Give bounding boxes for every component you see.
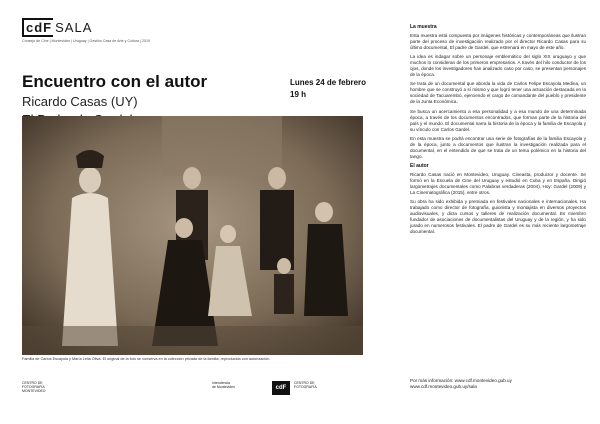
footer-info xyxy=(410,378,512,390)
logo-sala: SALA xyxy=(55,20,93,35)
left-column xyxy=(22,20,382,414)
muestra-paragraph-2: La idea es indagar sobre un personaje emblemático del siglo XIX uruguayo y que muchos lo consideran de los primeros empresarios. A través del hilo conductor de los ojos, donde los investigadores han analizado caso por caso, se presentan personajes de la época. xyxy=(410,54,586,78)
sponsor-logos xyxy=(22,381,363,399)
sponsor-cfm-line2: FOTOGRAFÍA xyxy=(22,385,45,390)
sponsor-cdf xyxy=(294,381,317,389)
sponsor-cdf-line1: CENTRO DE xyxy=(294,381,315,385)
event-title: Encuentro con el autor xyxy=(22,72,208,91)
section-el-autor-heading: El autor xyxy=(410,162,429,169)
muestra-paragraph-4: Se busca un acercamiento a esa personalidad y a esa mundo de una determinada época, a través de los documentos encontrados, que forman parte de la historia del país y el mundo. El documental narra la historia de la época y la familia de Escayola y su vínculo con Carlos Gardel. xyxy=(410,108,586,132)
footer-line-2: www.cdf.montevideo.gub.uy/sala xyxy=(410,384,477,389)
section-la-muestra-heading: La muestra xyxy=(410,24,437,30)
sponsor-cfm xyxy=(22,381,46,394)
muestra-paragraph-1: Esta muestra está compuesta por imágenes históricas y contemporáneas que ilustran parte del proceso de investigación realizado por el director Ricardo Casas para su último documental, El padre de Gardel, que estrenará en mayo de este año. xyxy=(410,33,586,51)
sponsor-intendencia xyxy=(212,381,235,389)
autor-paragraph-1: Ricardo Casas nació en Montevideo, Uruguay. Cineasta, productor y docente. Se formó en la Escuela de Cine del Uruguay y estudió en Cuba y en España. Dirigió largometrajes documentales como Palabras verdaderas (2004), Hoy: Gardel (2009) y La Cinematográfica (2015), entre otros. xyxy=(410,171,586,196)
meta-line: Consejo de Cine | Montevideo | Uruguay | Gestión Casa de Arte y Cultura | 2019 xyxy=(22,39,150,43)
muestra-paragraph-3: Se trata de un documental que aborda la vida de Carlos Felipe Escayola Medina, un hombre que se construyó a sí mismo y que logró tener una actuación destacada en la sociedad de Tacuarembó, ejerciendo el cargo de comandante del pueblo y presidente de la Junta Económica. xyxy=(410,81,586,105)
logo-cdf: cdF xyxy=(22,18,53,37)
sponsor-cdf-box: cdF xyxy=(272,381,290,395)
sponsor-intendencia-line1: Intendencia xyxy=(212,381,231,385)
right-column xyxy=(410,24,586,414)
sponsor-cfm-line1: CENTRO DE xyxy=(22,381,43,385)
sponsor-cfm-line3: MONTEVIDEO xyxy=(22,389,46,394)
sponsor-cdf-line2: FOTOGRAFÍA xyxy=(294,385,317,390)
event-time: 19 h xyxy=(290,90,307,99)
footer-line-1: Por más información: www.cdf.montevideo.gub.uy xyxy=(410,378,512,383)
autor-paragraph-2: Su obra ha sido exhibida y premiada en festivales nacionales e internacionales. Ha trabajado como director de fotografía, guionista y montajista en diversos proyectos audiovisuales, y dicta cursos y talleres de realización documental. Es miembro fundador de asociaciones de documentalistas del Uruguay y de la región, y ha sido jurado en numerosos festivales. El padre de Gardel es su más reciente largometraje documental. xyxy=(410,199,586,235)
event-date: Lunes 24 de febrero xyxy=(290,78,367,87)
cdf-sala-logo xyxy=(22,20,92,35)
family-photo xyxy=(22,116,363,355)
photo-caption: Familia de Carlos Escayola y María Lelia Oliva. El original de la foto se conserva en la colección privada de la familia; reproducida con autorización. xyxy=(22,357,271,361)
muestra-paragraph-5: En esta muestra se podrá encontrar una serie de fotografías de la familia Escayola y de la época, junto a documentos que ilustran la investigación realizada para el documental, en el entendido de que se trata de un tema polémico en la historia del tango. xyxy=(410,135,586,159)
sponsor-intendencia-line2: de Montevideo xyxy=(212,385,235,390)
event-author: Ricardo Casas (UY) xyxy=(22,94,138,109)
